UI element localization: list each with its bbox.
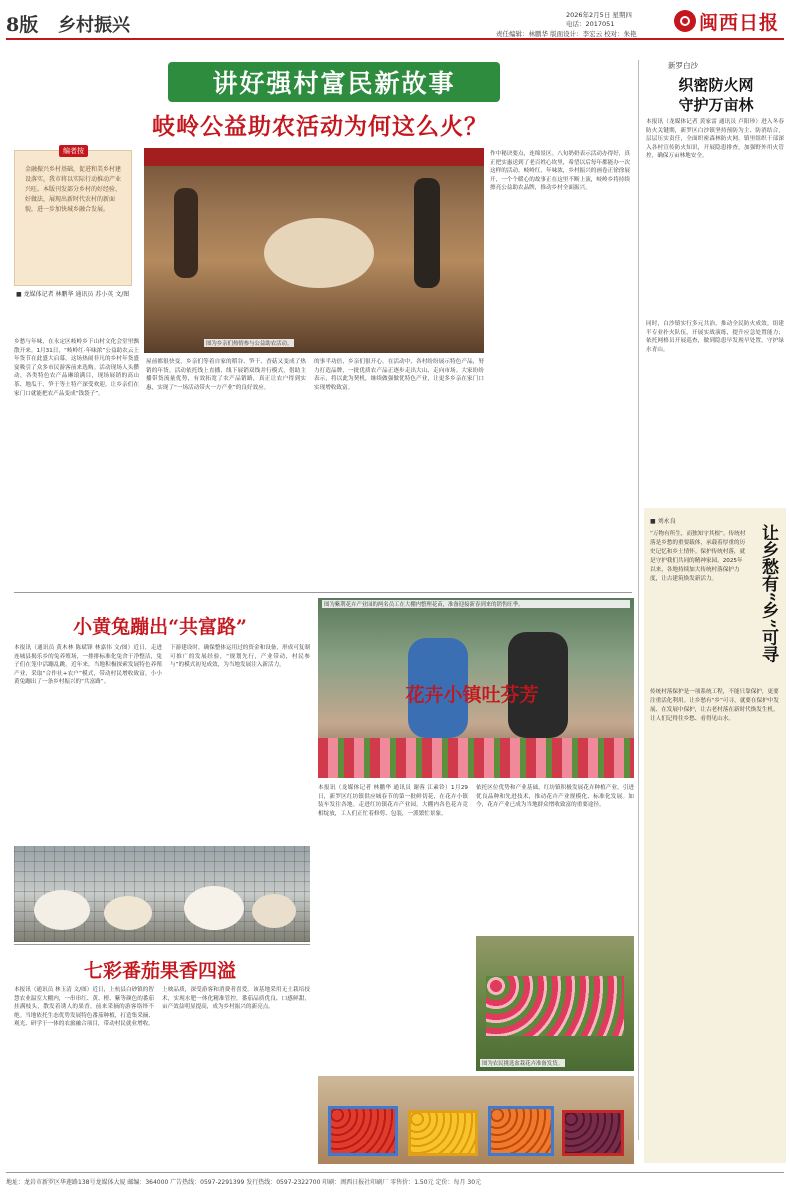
lead-photo — [144, 148, 484, 353]
section-divider-2 — [14, 944, 310, 945]
sidebar-kicker: 新罗白沙 — [668, 61, 698, 70]
flower-body-col1: 本报讯（龙媒体记者 林鹏华 通讯员 谢蓉 江素铃）1月29日，新罗区红坊镇供应城春节的第一批鲜切花，在花卉小镇装车发往各地。走进红坊镇花卉产业园，大棚内各色花卉竞相绽放，工人们正忙着修剪、包装，一派繁忙景象。 — [318, 785, 468, 817]
lead-headline: 岐岭公益助农活动为何这么火？ — [152, 113, 488, 140]
sidebar-title-1: 织密防火网 — [678, 76, 754, 94]
sidebar-body: 本报讯（龙媒体记者 黄家雷 通讯员 卢阳珍）进入冬春防火关键期，新罗区白沙镇坚持预防为主、防消结合，层层压实责任，全面织密森林防火网。镇里组织干部深入各村宣传防火知识，开展隐患排查，加强野外用火管控，确保万亩林地安全。 — [646, 119, 784, 160]
column-text-2: 传统村落保护是一项系统工程，不能只靠保护，更要注重活化利用。让乡愁有“乡”可寻，就要在保护中发展、在发展中保护，让古老村落在新时代焕发生机，让人们记得住乡愁、看得见山水。 — [650, 689, 779, 722]
column-title: 让乡愁有“乡”可寻 — [758, 524, 778, 663]
lead-photo-caption: 图为乡亲们热情参与公益助农活动。 — [206, 341, 293, 347]
footer-text: 地址：龙岩市新罗区华莲路138号龙媒体大厦 邮编：364000 广告热线：0597-2291399 发行热线：0597-2322700 印刷：闽西日报社印刷厂 零售价：1.50元 定价：每月 30元 — [6, 1179, 482, 1186]
issue-date: 2026年2月5日 星期四 — [566, 11, 632, 19]
rabbit-photo — [14, 846, 310, 942]
lead-body-col1: 乡愁与年味，在永定区岐岭乡下山村文化会堂里飘散开来。1月31日，“岐岭红·年味浓”公益助农云上年货节在此盛大启幕，这场热闹非凡的乡村年货盛宴吸引了众多市民游客前来选购。活动现场人头攒动，各类特色农产品琳琅满目，现场展销的高山茶、地瓜干、笋干等土特产深受欢迎，让乡亲们在家门口就能把农产品变成“钱袋子”。 — [14, 339, 139, 397]
lead-banner — [168, 62, 500, 102]
editor-note-text: 金融振兴乡村基础，促进和美乡村建设落实，我市将以实际行动推动产业兴旺。本版刊发部分乡村的好经验、好做法，展现出新时代农村的新面貌，进一步加快城乡融合发展。 — [25, 166, 122, 213]
footer — [6, 1172, 784, 1192]
sidebar-divider — [638, 60, 639, 1140]
sidebar-title-2: 守护万亩林 — [678, 96, 754, 114]
flower-body-col2: 依托区位优势和产业基础，红坊镇积极发展花卉种植产业，引进优良品种和先进技术，推动花卉产业规模化、标准化发展。如今，花卉产业已成为当地群众增收致富的重要途径。 — [476, 785, 634, 809]
tomato-photo — [318, 1076, 634, 1164]
editors: 责任编辑：林鹏华 版面设计：李宏云 校对：朱艳 — [496, 30, 637, 38]
editor-note — [14, 147, 132, 286]
lead-byline: ■ 龙媒体记者 林鹏华 通讯员 苏小英 文/图 — [16, 291, 130, 298]
column-byline: ■ 刘永良 — [650, 518, 676, 525]
banner-text: 讲好强村富民新故事 — [212, 69, 456, 98]
rabbit-body-col1: 本报讯（通讯员 黄木林 陈斌锋 林嘉伟 文/图）近日，走进连城县揭乐乡的兔养殖场，一排排标准化兔舍干净整洁，兔子们在笼中活蹦乱跳。近年来，当地积极探索发展特色养殖产业，采取“合作社+农户”模式，带动村民增收致富，小小黄兔蹦出了一条乡村振兴的“共富路”。 — [14, 645, 162, 686]
rabbit-body-col2: 下游建设时，确保整体运用过的资金和设备，形成可复制可推广的发展经验，“规划先行，产业带动，村民参与”的模式初见成效，为当地发展注入新活力。 — [170, 645, 310, 669]
lead-body-col3: 的事半功倍，乡亲们很开心。在活动中，各村纷纷展示特色产品，努力打造品牌，一批优质农产品正逐步走出大山、走向市场。大家纷纷表示，将以此为契机，继续做强做优特色产业，让更多乡亲在家门口实现增收致富。 — [314, 359, 484, 391]
lead-body-col2: 屋前都很快变，乡亲们等着自家的稻谷、笋干、香菇又变成了热销的年货。活动依托线上直播、线下展销双线并行模式，借助主播带货流量优势，有效拓宽了农产品销路，真正让农户得到实惠，实现了“一场活动带火一方产业”的良好效应。 — [146, 359, 306, 391]
column-box — [644, 508, 786, 1163]
editor-note-badge: 编者按 — [59, 145, 88, 157]
section-name: 乡村振兴 — [58, 15, 130, 36]
tomato-headline: 七彩番茄果香四溢 — [83, 960, 236, 982]
tomato-body-col1: 本报讯（通讯员 林玉清 文/图）近日，上杭县白砂镇的智慧农业温室大棚内，一串串红、黄、橙、紫等颜色的番茄挂满枝头，散发着诱人的果香，前来采摘的游客络绎不绝。当地依托生态优势发展特色番茄种植，打造集采摘、观光、研学于一体的农旅融合项目，带动村民就业增收。 — [14, 987, 154, 1028]
logo-text: 闽西日报 — [699, 11, 780, 34]
masthead — [6, 6, 784, 40]
lead-body-col4: 作中秘诀要点，连绵景区。八旬奶奶表示活动办得好，真正把实惠送到了老百姓心坎里，希望以后每年都能办一次这样的活动。岐岭红、年味浓，乡村振兴的画卷正徐徐展开，一个个暖心的故事正在这里不断上演，岐岭乡将持续擦亮公益助农品牌，推动乡村全面振兴。 — [490, 151, 630, 192]
phone: 电话：2017051 — [566, 20, 615, 28]
flower-headline: 花卉小镇吐芬芳 — [405, 684, 539, 706]
page-number: 8版 — [6, 14, 39, 36]
tomato-body-col2: 上映品质，深受游客和消费者喜爱。该基地采用无土栽培技术，实现水肥一体化精准管控，番茄品质优良、口感鲜甜，亩产效益明显提高，成为乡村振兴的新亮点。 — [162, 987, 310, 1011]
rabbit-headline: 小黄兔蹦出“共富路” — [73, 616, 247, 638]
logo-icon — [674, 10, 696, 32]
sidebar-body-2: 同时，白沙镇实行多元共治，推动全民防火成效。组建半专业扑火队伍，开展实战演练，提升应急处置能力；依托网格员开展巡查，做到隐患早发现早处置，守护绿水青山。 — [646, 321, 784, 353]
flower-photo-2-caption: 图为农民挑选盆栽花卉准备发货。 — [482, 1061, 563, 1067]
flower-photo-caption: 图为紫荆花卉产业园的两名员工在大棚内整理花苗，准备迎接新春到来的销售旺季。 — [322, 600, 630, 608]
section-divider-1 — [14, 592, 632, 593]
column-text: “万物有所生，而独知守其根”。传统村落是乡愁的重要载体，承载着厚重的历史记忆和乡土情怀。保护传统村落，就是守护我们共同的精神家园。2025年以来，各地持续加大传统村落保护力度，让古建筑焕发新活力。 — [650, 531, 746, 582]
flower-photo-2 — [476, 936, 634, 1071]
logo — [674, 8, 782, 34]
